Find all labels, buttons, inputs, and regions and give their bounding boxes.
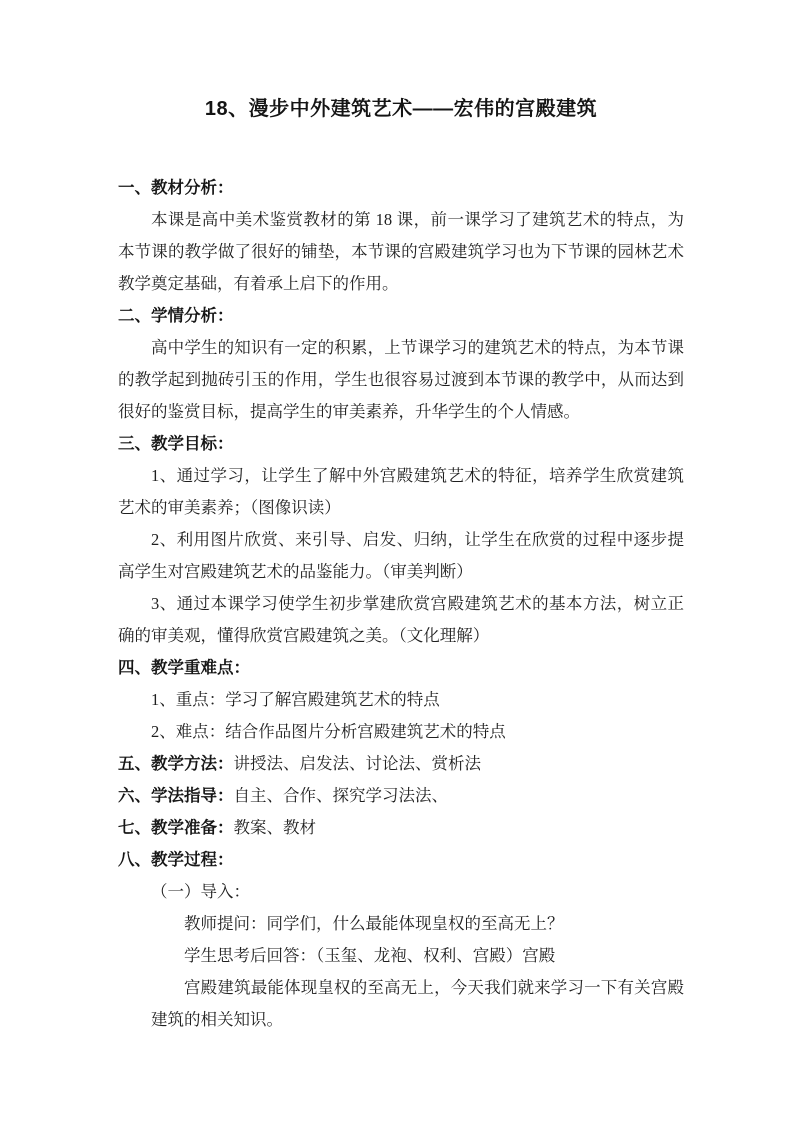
section-heading-teaching-goals: 三、教学目标： (118, 434, 234, 453)
section-teaching-preparation (118, 812, 684, 844)
difficult-point-item: 2、难点：结合作品图片分析宫殿建筑艺术的特点 (151, 722, 506, 741)
teacher-question-line: 教师提问：同学们，什么最能体现皇权的至高无上？ (184, 914, 564, 933)
teaching-goal-item-2: 2、利用图片欣赏、来引导、启发、归纳，让学生在欣赏的过程中逐步提高学生对宫殿建筑艺术的品鉴能力。（审美判断） (118, 530, 684, 581)
section-heading-key-difficult-points: 四、教学重难点： (118, 658, 250, 677)
section-text-teaching-preparation: 教案、教材 (233, 818, 316, 837)
introduction-summary-line: 宫殿建筑最能体现皇权的至高无上，今天我们就来学习一下有关宫殿建筑的相关知识。 (151, 978, 684, 1029)
section-label-teaching-methods: 五、教学方法： (118, 754, 234, 773)
key-point-item: 1、重点：学习了解宫殿建筑艺术的特点 (151, 690, 440, 709)
section-heading-learner-analysis: 二、学情分析： (118, 306, 234, 325)
teaching-goal-item-3: 3、通过本课学习使学生初步掌建欣赏宫殿建筑艺术的基本方法，树立正确的审美观，懂得欣赏宫殿建筑之美。（文化理解） (118, 594, 684, 645)
teaching-goal-item-1: 1、通过学习，让学生了解中外宫殿建筑艺术的特征，培养学生欣赏建筑艺术的审美素养；（图像识读） (118, 466, 684, 517)
section-heading-teaching-process: 八、教学过程： (118, 850, 234, 869)
section-learning-guidance (118, 780, 684, 812)
section-label-learning-guidance: 六、学法指导： (118, 786, 234, 805)
doc-title: 18、漫步中外建筑艺术——宏伟的宫殿建筑 (204, 98, 598, 120)
section-heading-material-analysis: 一、教材分析： (118, 178, 234, 197)
section-text-teaching-methods: 讲授法、启发法、讨论法、赏析法 (233, 754, 481, 773)
subsection-heading-introduction: （一）导入： (151, 882, 250, 901)
student-answer-line: 学生思考后回答：（玉玺、龙袍、权利、宫殿）宫殿 (184, 946, 556, 965)
paragraph-material-analysis: 本课是高中美术鉴赏教材的第 18 课，前一课学习了建筑艺术的特点，为本节课的教学做了很好的铺垫，本节课的宫殿建筑学习也为下节课的园林艺术教学奠定基础，有着承上启下的作用。 (118, 210, 684, 293)
paragraph-learner-analysis: 高中学生的知识有一定的积累，上节课学习的建筑艺术的特点，为本节课的教学起到抛砖引玉的作用，学生也很容易过渡到本节课的教学中，从而达到很好的鉴赏目标，提高学生的审美素养，升华学生的个人情感。 (118, 338, 684, 421)
section-text-learning-guidance: 自主、合作、探究学习法法、 (233, 786, 448, 805)
section-label-teaching-preparation: 七、教学准备： (118, 818, 234, 837)
section-teaching-methods (118, 748, 684, 780)
